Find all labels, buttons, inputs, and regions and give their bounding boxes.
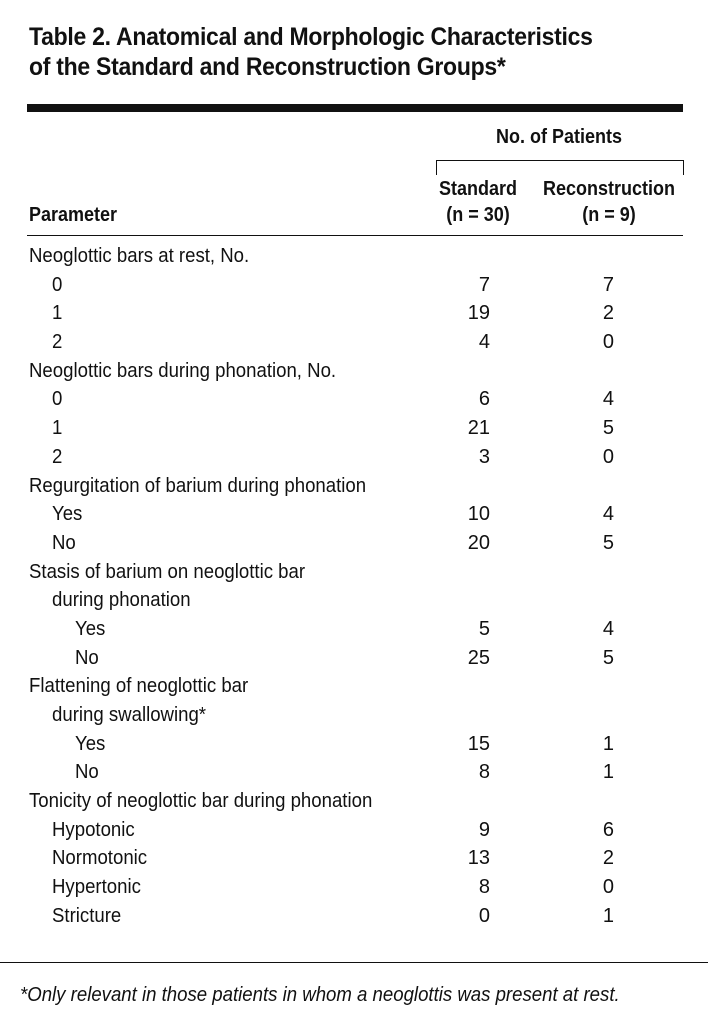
cell-standard: 19 bbox=[467, 302, 490, 325]
cell-standard: 20 bbox=[467, 531, 490, 554]
row-label: Neoglottic bars during phonation, No. bbox=[29, 359, 337, 382]
cell-standard: 3 bbox=[478, 445, 490, 468]
row-label: Regurgitation of barium during phonation bbox=[29, 474, 367, 497]
table-row bbox=[0, 586, 708, 615]
table-title-line-1: Table 2. Anatomical and Morphologic Characteristics bbox=[29, 23, 593, 51]
row-label: Hypertonic bbox=[52, 876, 141, 899]
row-label: Yes bbox=[75, 732, 106, 755]
row-label: No bbox=[75, 646, 99, 669]
row-label: during phonation bbox=[52, 589, 191, 612]
col-header-reconstruction-n: (n = 9) bbox=[582, 204, 636, 226]
table-row bbox=[0, 902, 708, 931]
table-row bbox=[0, 730, 708, 759]
table-row bbox=[0, 615, 708, 644]
cell-reconstruction: 2 bbox=[602, 847, 614, 870]
cell-reconstruction: 1 bbox=[602, 904, 614, 927]
table-row bbox=[0, 873, 708, 902]
cell-reconstruction: 0 bbox=[602, 876, 614, 899]
cell-reconstruction: 5 bbox=[602, 646, 614, 669]
cell-reconstruction: 1 bbox=[602, 761, 614, 784]
table-row bbox=[0, 500, 708, 529]
row-label: 2 bbox=[52, 331, 63, 354]
footnote: *Only relevant in those patients in whom a neoglottis was present at rest. bbox=[20, 984, 620, 1006]
table-body bbox=[0, 242, 708, 931]
table-row bbox=[0, 385, 708, 414]
header-rule bbox=[27, 235, 683, 236]
table-row bbox=[0, 787, 708, 816]
col-header-standard-name: Standard bbox=[438, 178, 518, 200]
row-label: No bbox=[52, 531, 76, 554]
cell-reconstruction: 5 bbox=[602, 531, 614, 554]
cell-standard: 15 bbox=[467, 732, 490, 755]
col-header-parameter: Parameter bbox=[29, 204, 118, 226]
table-row bbox=[0, 242, 708, 271]
table-row bbox=[0, 644, 708, 673]
row-label: Stricture bbox=[52, 904, 122, 927]
table-row bbox=[0, 758, 708, 787]
table-row bbox=[0, 328, 708, 357]
row-label: Stasis of barium on neoglottic bar bbox=[29, 560, 306, 583]
cell-standard: 5 bbox=[478, 617, 490, 640]
cell-standard: 6 bbox=[478, 388, 490, 411]
col-header-reconstruction bbox=[539, 176, 679, 228]
table-row bbox=[0, 357, 708, 386]
title-rule bbox=[27, 104, 683, 112]
row-label: 1 bbox=[52, 302, 63, 325]
table-row bbox=[0, 672, 708, 701]
cell-reconstruction: 2 bbox=[602, 302, 614, 325]
group-header: No. of Patients bbox=[495, 126, 622, 148]
cell-reconstruction: 4 bbox=[602, 388, 614, 411]
table-row bbox=[0, 472, 708, 501]
cell-reconstruction: 6 bbox=[602, 818, 614, 841]
col-header-reconstruction-name: Reconstruction bbox=[542, 178, 676, 200]
cell-reconstruction: 0 bbox=[602, 445, 614, 468]
cell-standard: 7 bbox=[478, 273, 490, 296]
row-label: Tonicity of neoglottic bar during phonation bbox=[29, 790, 373, 813]
table-title bbox=[29, 22, 636, 82]
cell-standard: 25 bbox=[467, 646, 490, 669]
row-label: Yes bbox=[52, 503, 83, 526]
cell-standard: 4 bbox=[478, 331, 490, 354]
row-label: Flattening of neoglottic bar bbox=[29, 675, 249, 698]
table-title-line-2: of the Standard and Reconstruction Groups* bbox=[29, 53, 506, 81]
row-label: 2 bbox=[52, 445, 63, 468]
cell-standard: 8 bbox=[478, 876, 490, 899]
table-row bbox=[0, 529, 708, 558]
row-label: 0 bbox=[52, 273, 63, 296]
row-label: Normotonic bbox=[52, 847, 148, 870]
table-row bbox=[0, 271, 708, 300]
table-row bbox=[0, 414, 708, 443]
row-label: Yes bbox=[75, 617, 106, 640]
row-label: 0 bbox=[52, 388, 63, 411]
table-row bbox=[0, 701, 708, 730]
cell-standard: 0 bbox=[478, 904, 490, 927]
row-label: Neoglottic bars at rest, No. bbox=[29, 245, 250, 267]
cell-reconstruction: 5 bbox=[602, 417, 614, 440]
cell-standard: 21 bbox=[467, 417, 490, 440]
col-header-standard bbox=[431, 176, 525, 228]
row-label: during swallowing* bbox=[52, 704, 207, 726]
cell-reconstruction: 7 bbox=[602, 273, 614, 296]
table-row bbox=[0, 443, 708, 472]
table-row bbox=[0, 844, 708, 873]
cell-reconstruction: 1 bbox=[602, 732, 614, 755]
cell-reconstruction: 4 bbox=[602, 503, 614, 526]
col-header-standard-n: (n = 30) bbox=[446, 204, 510, 226]
group-bracket bbox=[436, 160, 684, 175]
cell-reconstruction: 0 bbox=[602, 331, 614, 354]
cell-standard: 8 bbox=[478, 761, 490, 784]
cell-standard: 9 bbox=[478, 818, 490, 841]
table-row bbox=[0, 816, 708, 845]
row-label: No bbox=[75, 761, 99, 784]
cell-standard: 10 bbox=[467, 503, 490, 526]
table-bottom-rule bbox=[0, 962, 708, 963]
cell-standard: 13 bbox=[467, 847, 490, 870]
row-label: Hypotonic bbox=[52, 818, 135, 841]
table-row bbox=[0, 299, 708, 328]
cell-reconstruction: 4 bbox=[602, 617, 614, 640]
row-label: 1 bbox=[52, 417, 63, 440]
table-row bbox=[0, 558, 708, 587]
